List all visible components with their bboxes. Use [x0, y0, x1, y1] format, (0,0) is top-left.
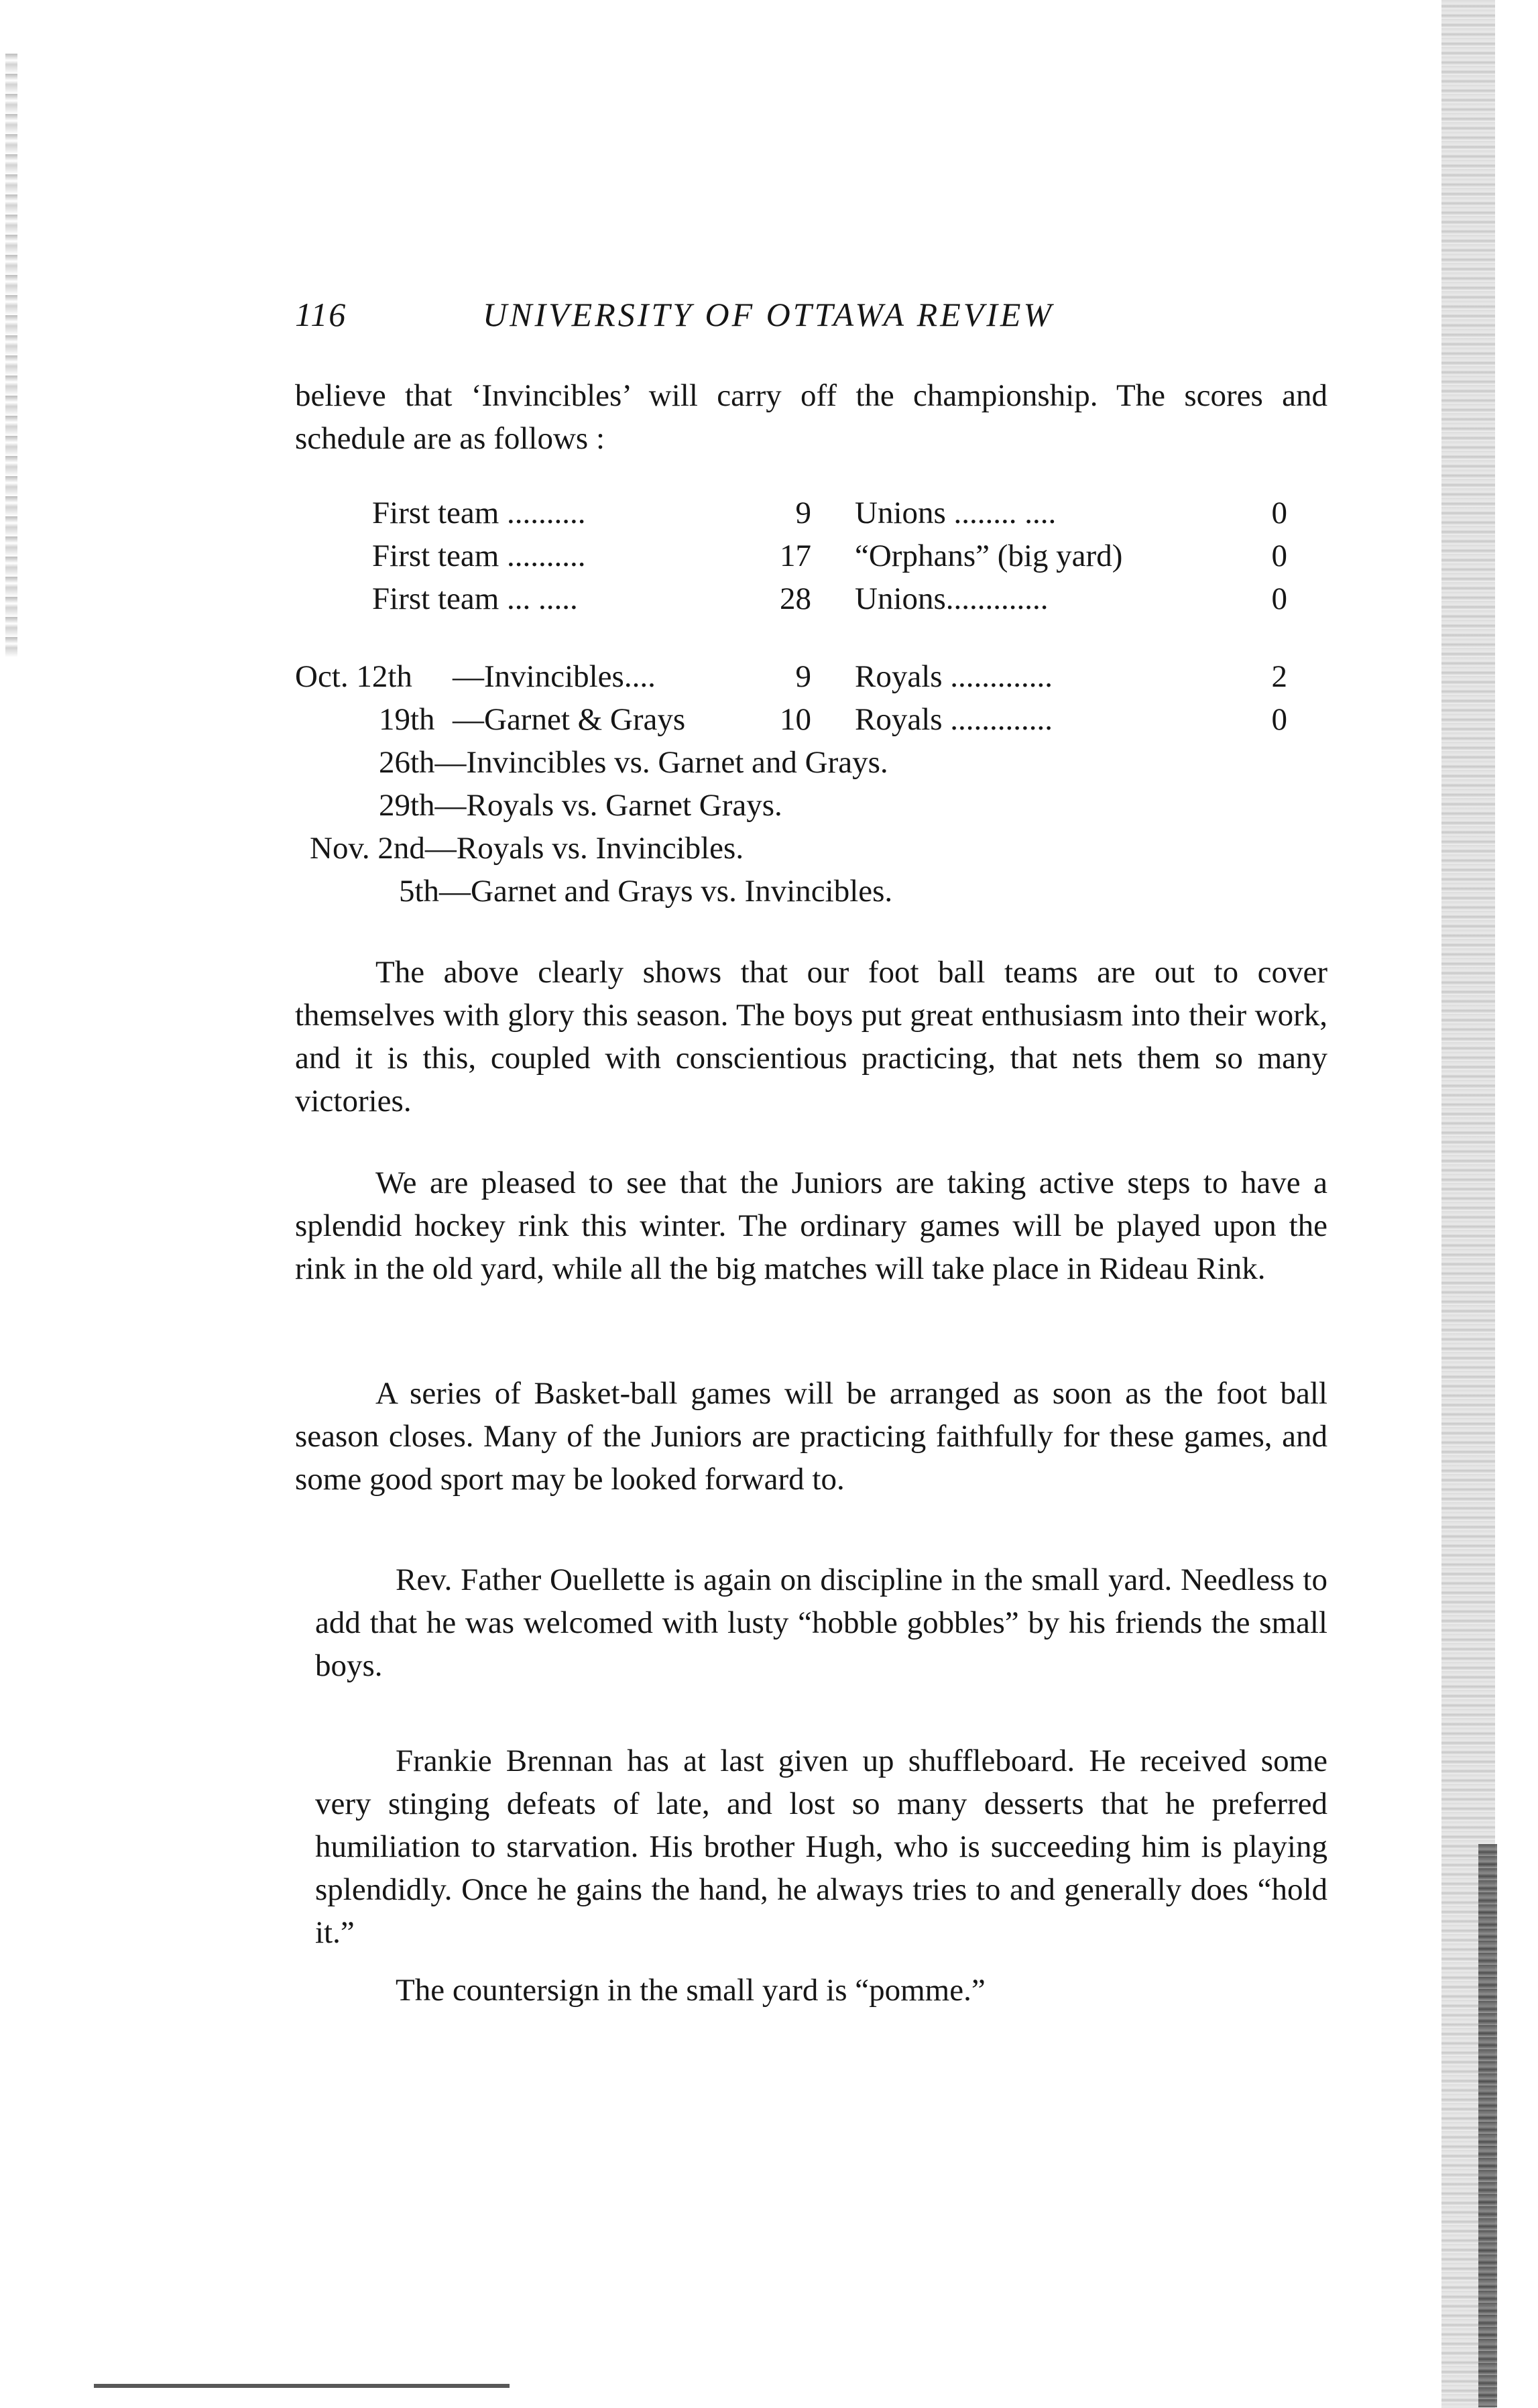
- intro-paragraph: [295, 374, 1327, 460]
- opponent-name: “Orphans” (big yard): [855, 538, 1123, 573]
- game-date: 19th: [379, 702, 435, 737]
- paragraph-hockey: [295, 1161, 1327, 1290]
- paragraph-text: The countersign in the small yard is “pomme.”: [396, 1973, 986, 2008]
- opponent-score: 0: [1271, 538, 1287, 573]
- running-head: [295, 295, 1180, 342]
- opponent-name: Unions ........ ....: [855, 496, 1057, 530]
- team-score: 9: [795, 659, 811, 694]
- team-score: 9: [795, 496, 811, 530]
- score-row: [295, 581, 1327, 624]
- page-number: 116: [295, 296, 347, 333]
- paragraph-text: Rev. Father Ouellette is again on discipline in the small yard. Needless to add that he was welcomed with lusty “hobble gobbles” by his friends the small boys.: [315, 1562, 1327, 1683]
- paragraph-father-ouellette: [315, 1558, 1327, 1687]
- paragraph-basketball: [295, 1372, 1327, 1501]
- opponent-name: Unions.............: [855, 581, 1049, 616]
- journal-title: UNIVERSITY OF OTTAWA REVIEW: [483, 296, 1055, 333]
- team-name: First team ... .....: [372, 581, 578, 616]
- paragraph-frankie-brennan: [315, 1739, 1327, 1954]
- schedule-line: 5th—Garnet and Grays vs. Invincibles.: [399, 874, 893, 909]
- scan-edge-right-dark: [1478, 1844, 1497, 2407]
- score-row: [295, 495, 1327, 538]
- intro-text: believe that ‘Invincibles’ will carry off the championship. The scores and schedule are as follows :: [295, 378, 1327, 456]
- paragraph-football: [295, 951, 1327, 1123]
- opponent-name: Royals .............: [855, 659, 1053, 694]
- team-name: First team ..........: [372, 496, 586, 530]
- opponent-score: 0: [1271, 702, 1287, 737]
- schedule-line: 26th—Invincibles vs. Garnet and Grays.: [379, 745, 888, 780]
- team-name: —Invincibles....: [453, 659, 656, 694]
- team-score: 28: [780, 581, 811, 616]
- league-score-row: [295, 701, 1327, 744]
- team-score: 17: [780, 538, 811, 573]
- paragraph-text: Frankie Brennan has at last given up shuffleboard. He received some very stinging defeats of late, and lost so many desserts that he preferred humiliation to starvation. His brother Hugh, who is succeeding him is playing splendidly. Once he gains the hand, he always tries to and generally does “hold it.”: [315, 1743, 1327, 1950]
- team-name: —Garnet & Grays: [453, 702, 686, 737]
- game-date: Oct. 12th: [295, 659, 412, 694]
- paragraph-text: We are pleased to see that the Juniors are taking active steps to have a splendid hockey rink this winter. The ordinary games will be played upon the rink in the old yard, while all the big matches will take place in Rideau Rink.: [295, 1165, 1327, 1286]
- opponent-score: 2: [1271, 659, 1287, 694]
- scan-edge-left: [5, 54, 17, 657]
- schedule-line: Nov. 2nd—Royals vs. Invincibles.: [310, 831, 744, 866]
- paragraph-countersign: [315, 1969, 1327, 2012]
- team-score: 10: [780, 702, 811, 737]
- paragraph-text: The above clearly shows that our foot ball teams are out to cover themselves with glory this season. The boys put great enthusiasm into their work, and it is this, coupled with conscientious practicing, that nets them so many victories.: [295, 955, 1327, 1119]
- opponent-name: Royals .............: [855, 702, 1053, 737]
- opponent-score: 0: [1271, 496, 1287, 530]
- schedule-line: 29th—Royals vs. Garnet Grays.: [379, 788, 782, 823]
- team-name: First team ..........: [372, 538, 586, 573]
- league-score-row: [295, 658, 1327, 701]
- scan-bottom-rule: [94, 2384, 510, 2388]
- opponent-score: 0: [1271, 581, 1287, 616]
- paragraph-text: A series of Basket-ball games will be arranged as soon as the foot ball season closes. Many of the Juniors are practicing faithfully for these games, and some good sport may be looked forward to.: [295, 1376, 1327, 1497]
- score-row: [295, 538, 1327, 581]
